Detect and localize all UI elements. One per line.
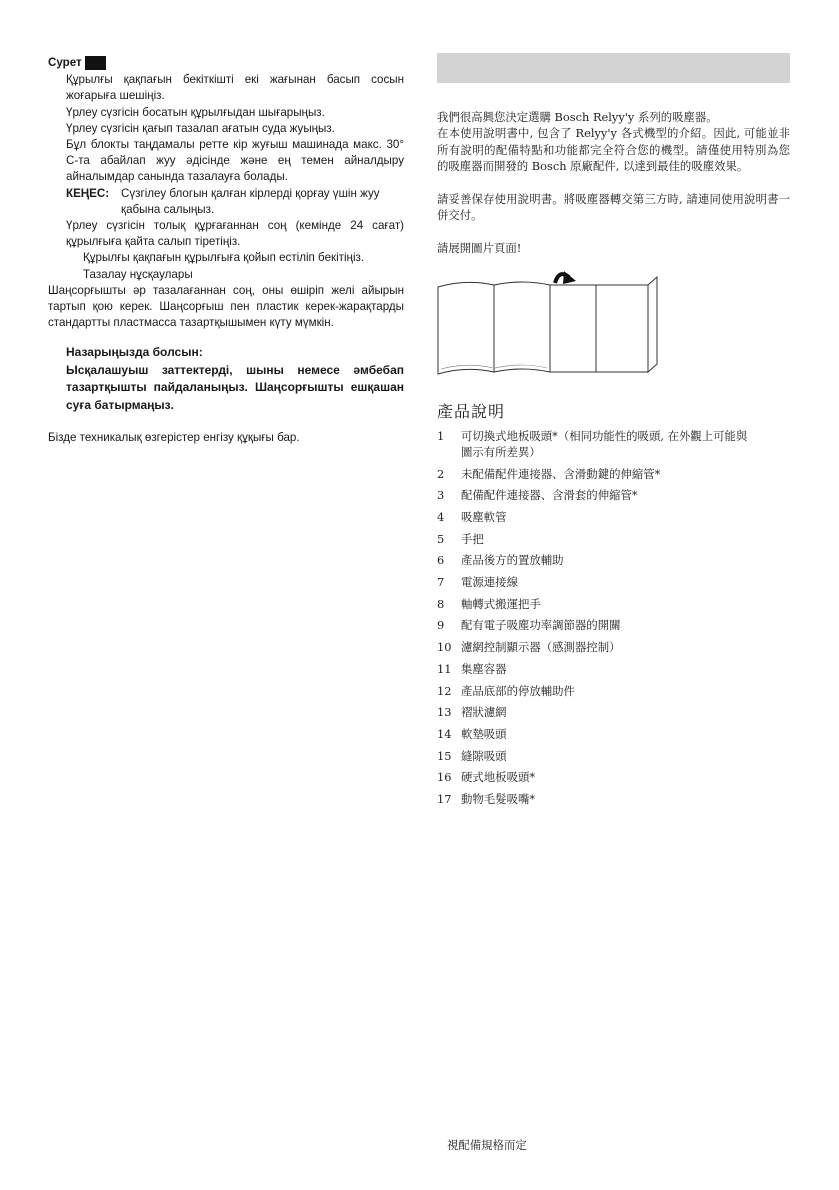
figure-marker-box bbox=[85, 56, 106, 70]
cleaning-text: Шаңсорғышты әр тазалағаннан соң, оны өшіріп желі айырын тартып қою керек. Шаңсорғыш пен пластик керек-жарақтарды стандартты пластмасса тазартқышымен күту мүмкін. bbox=[48, 283, 404, 330]
step-remove-filter: Үрлеу сүзгісін босатын құрылғыдан шығарыңыз. bbox=[66, 105, 325, 119]
list-item bbox=[437, 789, 790, 811]
item-text bbox=[461, 724, 790, 746]
step-wash-filter: Үрлеу сүзгісін қағып тазалап ағатын суда жуыңыз. bbox=[66, 121, 335, 135]
item-number: 10 bbox=[437, 640, 452, 655]
item-number: 4 bbox=[437, 509, 445, 524]
item-label: 手把 bbox=[461, 531, 484, 546]
hint-text: Сүзгілеу блогын қалған кірлерді қорғау үшін жуу қабына салыңыз. bbox=[121, 186, 380, 216]
item-label: 產品後方的置放輔助 bbox=[461, 553, 564, 568]
item-number: 15 bbox=[437, 748, 452, 763]
cleaning-heading: Тазалау нұсқаулары bbox=[83, 267, 193, 281]
item-text bbox=[461, 464, 790, 486]
item-number: 11 bbox=[437, 661, 452, 676]
tech-change-note: Бізде техникалық өзгерістер енгізу құқығы бар. bbox=[48, 431, 300, 445]
item-label: 可切換式地板吸頭*（相同功能性的吸頭, 在外觀上可能與 bbox=[461, 428, 748, 443]
chinese-column bbox=[437, 53, 790, 811]
list-item bbox=[437, 615, 790, 637]
item-label: 吸塵軟管 bbox=[461, 509, 507, 524]
list-item bbox=[437, 550, 790, 572]
item-label: 集塵容器 bbox=[461, 661, 507, 676]
list-item bbox=[437, 637, 790, 659]
warning-block bbox=[48, 344, 404, 414]
item-text bbox=[461, 529, 790, 551]
item-number: 8 bbox=[437, 596, 445, 611]
item-text bbox=[461, 507, 790, 529]
item-number: 16 bbox=[437, 770, 452, 785]
unfold-pages-illustration bbox=[437, 271, 661, 377]
item-text bbox=[461, 746, 790, 768]
hint-label: КЕҢЕС: bbox=[66, 186, 110, 200]
footnote: 視配備規格而定 bbox=[447, 1138, 527, 1152]
list-item bbox=[437, 464, 790, 486]
list-item bbox=[437, 724, 790, 746]
item-text bbox=[461, 426, 790, 464]
item-label: 產品底部的停放輔助件 bbox=[461, 683, 575, 698]
section-title: 產品說明 bbox=[437, 401, 506, 421]
intro-paragraph: 在本使用說明書中, 包含了 Relyy'y 各式機型的介紹。因此, 可能並非所有說明的配備特點和功能都完全符合您的機型。請僅使用特別為您的吸塵器而開發的 Bosch 原廠配件, 以達到最佳的吸塵效果。 bbox=[437, 126, 790, 174]
list-item bbox=[437, 485, 790, 507]
unfold-instruction: 請展開圖片頁面! bbox=[437, 241, 522, 256]
item-label: 軟墊吸頭 bbox=[461, 726, 507, 741]
item-text bbox=[461, 572, 790, 594]
item-text bbox=[461, 550, 790, 572]
intro-line: 我們很高興您決定選購 Bosch Relyy'y 系列的吸塵器。 bbox=[437, 110, 718, 124]
list-item bbox=[437, 507, 790, 529]
item-text bbox=[461, 702, 790, 724]
item-label: 硬式地板吸頭* bbox=[461, 770, 536, 785]
list-item bbox=[437, 659, 790, 681]
item-number: 12 bbox=[437, 683, 452, 698]
warning-text: Ысқалашуыш заттектерді, шыны немесе әмбебап тазартқышты пайдаланыңыз. Шаңсорғышты ешқашан суға батырмаңыз. bbox=[66, 362, 404, 412]
item-text bbox=[461, 659, 790, 681]
item-label: 電源連接線 bbox=[461, 575, 518, 590]
keep-manual-text: 請妥善保存使用說明書。將吸塵器轉交第三方時, 請連同使用說明書一併交付。 bbox=[437, 191, 790, 223]
list-item bbox=[437, 572, 790, 594]
item-text bbox=[461, 637, 790, 659]
item-label: 配有電子吸塵功率調節器的開關 bbox=[461, 618, 621, 633]
step-dry-filter: Үрлеу сүзгісін толық құрғағаннан соң (кемінде 24 сағат) құрылғыға қайта салып тіретіңіз. bbox=[66, 219, 404, 249]
item-number: 7 bbox=[437, 575, 445, 590]
item-text bbox=[461, 615, 790, 637]
kazakh-column bbox=[48, 55, 404, 447]
step-close-lid: Құрылғы қақпағын құрылғыға қойып естіліп бекітіңіз. bbox=[83, 251, 365, 265]
item-label: 未配備配件連接器、含滑動鍵的伸縮管* bbox=[461, 466, 661, 481]
item-text bbox=[461, 485, 790, 507]
item-number: 5 bbox=[437, 531, 445, 546]
item-number: 17 bbox=[437, 792, 452, 807]
item-label: 褶狀濾網 bbox=[461, 705, 507, 720]
item-number: 2 bbox=[437, 466, 445, 481]
warning-title: Назарыңызда болсын: bbox=[66, 345, 203, 360]
parts-list bbox=[437, 426, 790, 811]
step-machine-wash: Бұл блокты таңдамалы ретте кір жуғыш машинада макс. 30° C-та абайлап жуу әдісінде және ең темен айналдыру айналымдар санында тазалауға болады. bbox=[66, 138, 404, 184]
item-label: 縫隙吸頭 bbox=[461, 748, 507, 763]
item-label: 軸轉式搬運把手 bbox=[461, 596, 541, 611]
item-label-continued: 圖示有所差異） bbox=[461, 444, 541, 459]
list-item bbox=[437, 529, 790, 551]
item-text bbox=[461, 681, 790, 703]
item-label: 動物毛髮吸嘴* bbox=[461, 792, 536, 807]
item-text bbox=[461, 594, 790, 616]
item-number: 13 bbox=[437, 705, 452, 720]
step-open-lid: Құрылғы қақпағын бекіткішті екі жағынан басып сосын жоғарыға шешіңіз. bbox=[66, 73, 404, 103]
list-item bbox=[437, 594, 790, 616]
list-item bbox=[437, 746, 790, 768]
hint-block bbox=[48, 186, 404, 218]
item-number: 6 bbox=[437, 553, 445, 568]
item-number: 14 bbox=[437, 726, 452, 741]
item-text bbox=[461, 789, 790, 811]
header-bar bbox=[437, 53, 790, 83]
list-item bbox=[437, 702, 790, 724]
list-item bbox=[437, 426, 790, 464]
item-number: 9 bbox=[437, 618, 445, 633]
item-text bbox=[461, 767, 790, 789]
list-item bbox=[437, 681, 790, 703]
item-number: 1 bbox=[437, 428, 445, 443]
item-label: 濾網控制顯示器（感測器控制） bbox=[461, 640, 621, 655]
list-item bbox=[437, 767, 790, 789]
figure-label: Сурет bbox=[48, 55, 404, 71]
item-number: 3 bbox=[437, 488, 445, 503]
item-label: 配備配件連接器、含滑套的伸縮管* bbox=[461, 488, 638, 503]
